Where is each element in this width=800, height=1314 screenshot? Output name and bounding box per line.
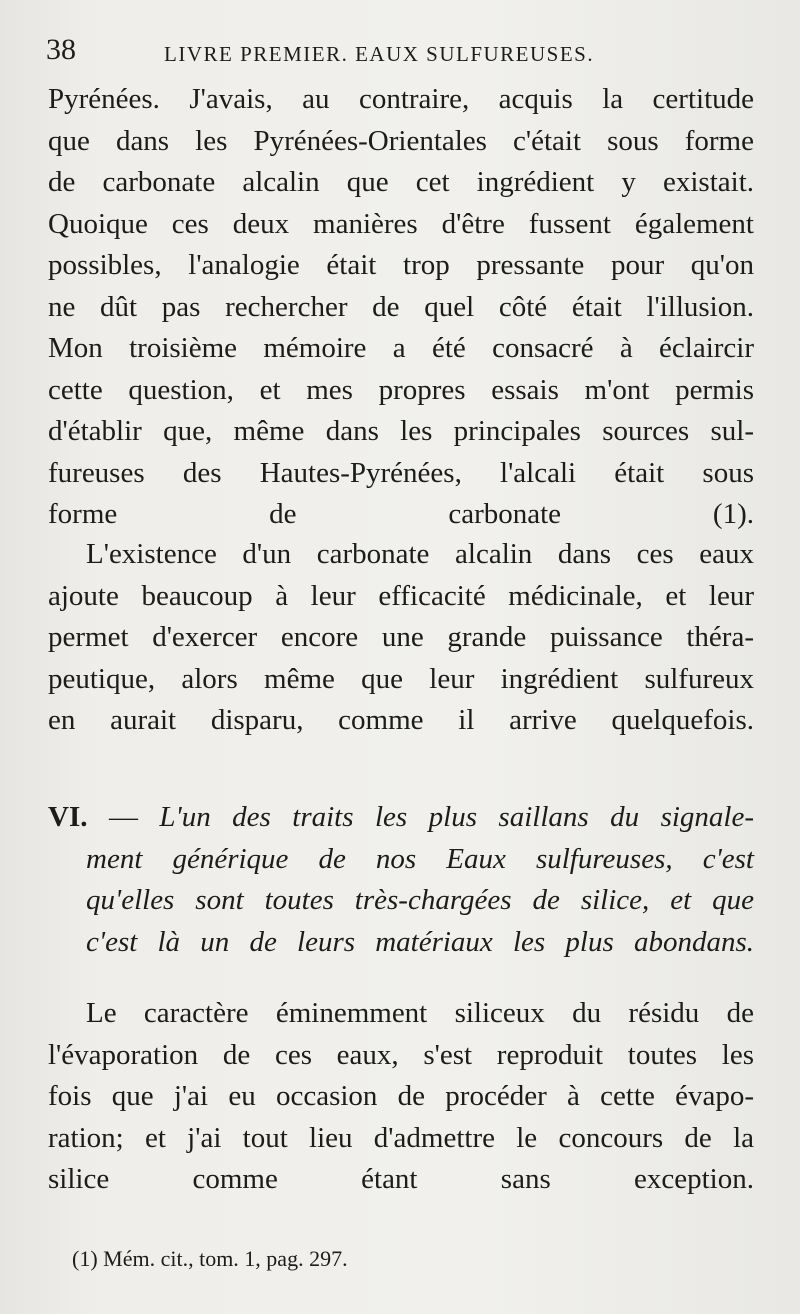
text-line: ajoute beaucoup à leur efficacité médicinale, et leur (48, 579, 754, 612)
text-line: ration; et j'ai tout lieu d'admettre le concours de la (48, 1121, 754, 1154)
text-line (48, 797, 754, 839)
footnote: (1) Mém. cit., tom. 1, pag. 297. (72, 1246, 348, 1271)
text-line: c'est là un de leurs matériaux les plus abondans. (86, 925, 754, 958)
section-vi (48, 797, 754, 963)
text-line: fureuses des Hautes-Pyrénées, l'alcali était sous (48, 456, 754, 489)
text-line: qu'elles sont toutes très-chargées de silice, et que (86, 884, 754, 916)
running-head (46, 32, 756, 72)
text-line: peutique, alors même que leur ingrédient sulfureux (48, 662, 754, 695)
text-line: l'évaporation de ces eaux, s'est reproduit toutes les (48, 1038, 754, 1071)
paragraph-1 (48, 79, 754, 536)
text-line: ne dût pas rechercher de quel côté était l'illusion. (48, 290, 754, 323)
text-line: Quoique ces deux manières d'être fussent également (48, 207, 754, 240)
text-line: Le caractère éminemment siliceux du résidu de (86, 997, 754, 1029)
text-line: forme de carbonate (1). (48, 498, 754, 530)
text-line: permet d'exercer encore une grande puissance théra- (48, 621, 754, 653)
text-line: que dans les Pyrénées-Orientales c'était sous forme (48, 124, 754, 157)
text-line: de carbonate alcalin que cet ingrédient y existait. (48, 166, 754, 198)
text-line: Mon troisième mémoire a été consacré à éclaircir (48, 332, 754, 364)
text-line: ment générique de nos Eaux sulfureuses, c'est (86, 842, 754, 875)
text-line: d'établir que, même dans les principales sources sul- (48, 415, 754, 447)
text-line: cette question, et mes propres essais m'ont permis (48, 373, 754, 406)
paragraph-3 (48, 993, 754, 1201)
text-line: L'existence d'un carbonate alcalin dans ces eaux (86, 538, 754, 570)
section-dash: — (108, 801, 138, 833)
text-line: possibles, l'analogie était trop pressante pour qu'on (48, 249, 754, 281)
text-line: Pyrénées. J'avais, au contraire, acquis la certitude (48, 83, 754, 115)
running-title: LIVRE PREMIER. EAUX SULFUREUSES. (164, 42, 595, 66)
page-number: 38 (46, 33, 76, 66)
text-line: fois que j'ai eu occasion de procéder à cette évapo- (48, 1080, 754, 1112)
section-number: VI. (48, 801, 88, 833)
paragraph-2 (48, 534, 754, 742)
text-line: silice comme étant sans exception. (48, 1163, 754, 1195)
section-text: L'un des traits les plus saillans du signale- (159, 801, 754, 833)
text-line: en aurait disparu, comme il arrive quelquefois. (48, 704, 754, 736)
